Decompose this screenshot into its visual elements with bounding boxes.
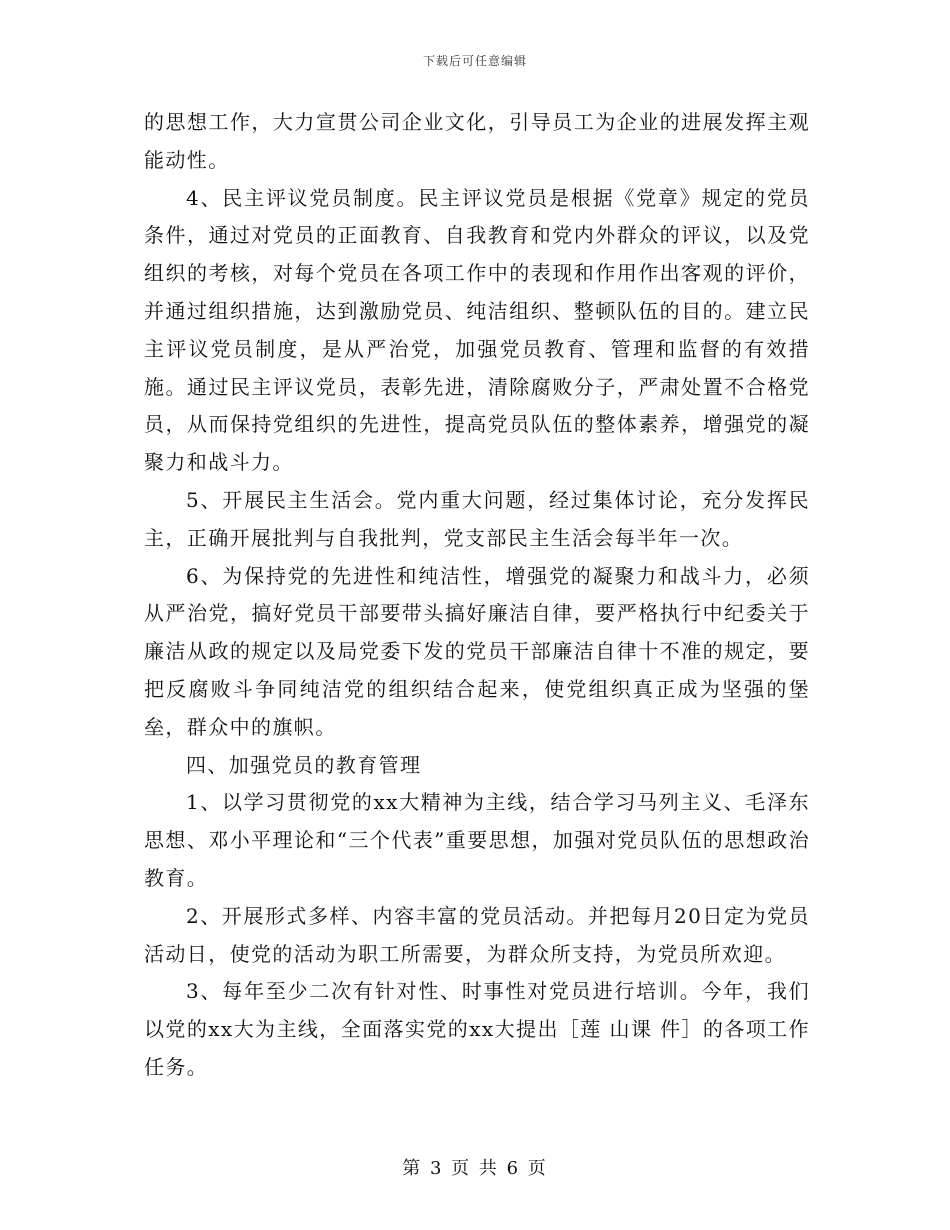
paragraph-sub-1: 1、以学习贯彻党的xx大精神为主线，结合学习马列主义、毛泽东思想、邓小平理论和“三个代表”重要思想，加强对党员队伍的思想政治教育。 bbox=[144, 790, 810, 890]
paragraph-continuation: 的思想工作，大力宣贯公司企业文化，引导员工为企业的进展发挥主观能动性。 bbox=[144, 110, 810, 172]
paragraph-item-5: 5、开展民主生活会。党内重大问题，经过集体讨论，充分发挥民主，正确开展批判与自我批判，党支部民主生活会每半年一次。 bbox=[144, 487, 810, 550]
paragraph-sub-2: 2、开展形式多样、内容丰富的党员活动。并把每月20日定为党员活动日，使党的活动为职工所需要，为群众所支持，为党员所欢迎。 bbox=[144, 903, 810, 966]
paragraph-item-6: 6、为保持党的先进性和纯洁性，增强党的凝聚力和战斗力，必须从严治党，搞好党员干部要带头搞好廉洁自律，要严格执行中纪委关于廉洁从政的规定以及局党委下发的党员干部廉洁自律十不准的规定，要把反腐败斗争同纯洁党的组织结合起来，使党组织真正成为坚强的堡垒，群众中的旗帜。 bbox=[144, 563, 810, 739]
paragraph-item-4: 4、民主评议党员制度。民主评议党员是根据《党章》规定的党员条件，通过对党员的正面教育、自我教育和党内外群众的评议，以及党组织的考核，对每个党员在各项工作中的表现和作用作出客观的评价，并通过组织措施，达到激励党员、纯洁组织、整顿队伍的目的。建立民主评议党员制度，是从严治党，加强党员教育、管理和监督的有效措施。通过民主评议党员，表彰先进，清除腐败分子，严肃处置不合格党员，从而保持党组织的先进性，提高党员队伍的整体素养，增强党的凝聚力和战斗力。 bbox=[144, 185, 810, 475]
section-heading-4: 四、加强党员的教育管理 bbox=[186, 752, 422, 777]
page-header-note: 下载后可任意编辑 bbox=[422, 54, 527, 68]
paragraph-sub-3: 3、每年至少二次有针对性、时事性对党员进行培训。今年，我们以党的xx大为主线，全面落实党的xx大提出［莲 山课 件］的各项工作任务。 bbox=[144, 979, 810, 1079]
document-body bbox=[144, 104, 810, 1087]
page-number: 第 3 页 共 6 页 bbox=[402, 1158, 548, 1179]
